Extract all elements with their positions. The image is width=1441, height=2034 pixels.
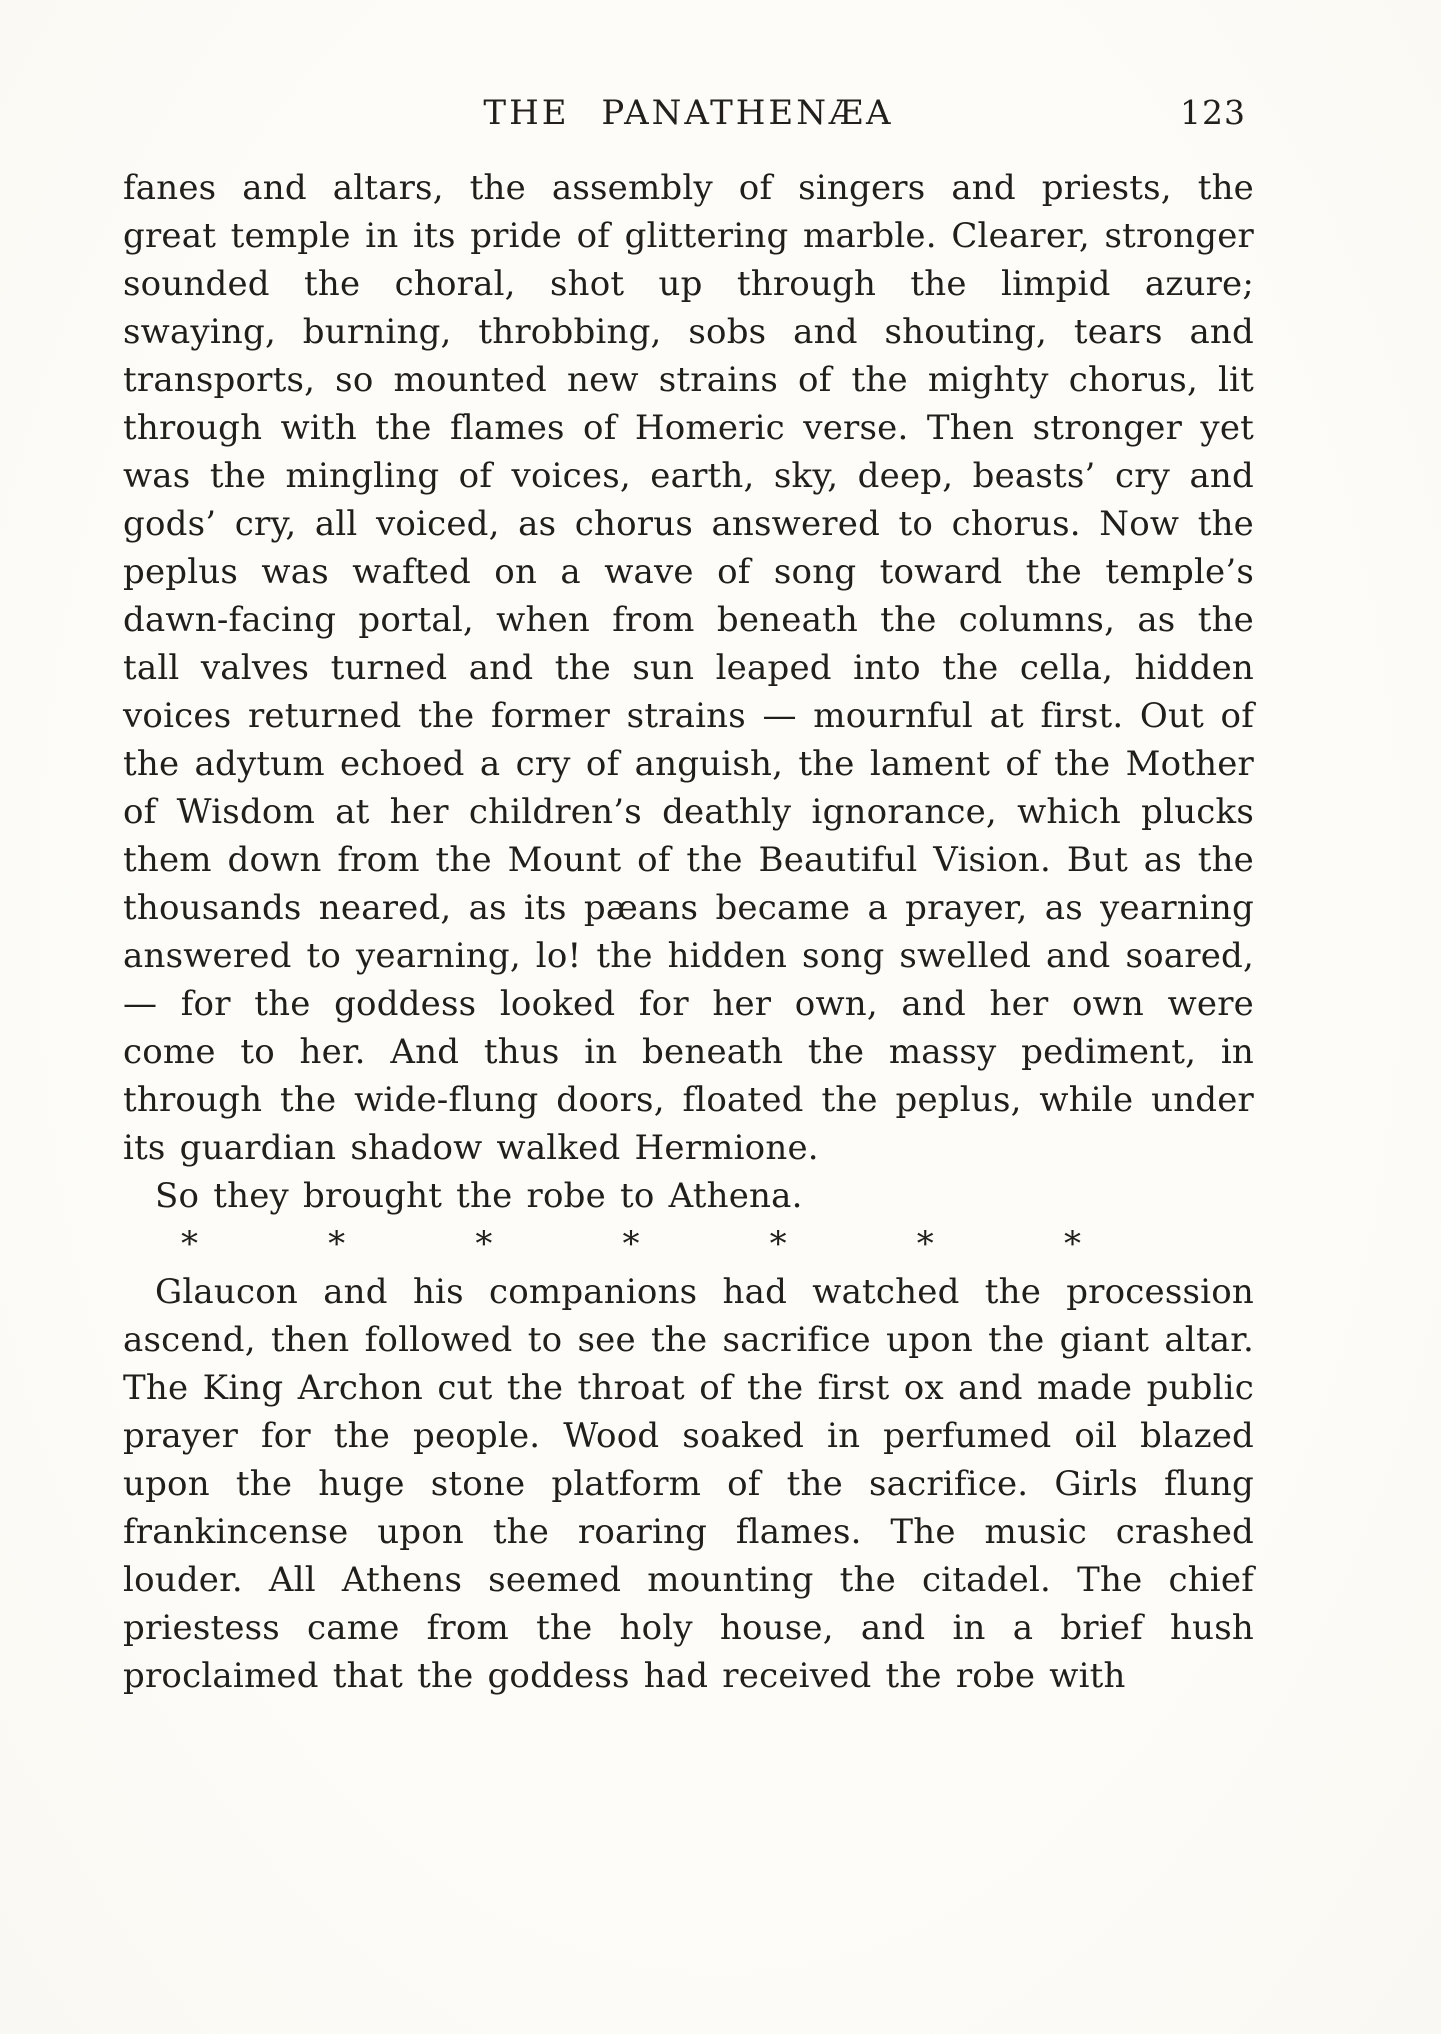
running-title: THE PANATHENÆA (483, 93, 894, 133)
paragraph-glaucon-sacrifice: Glaucon and his companions had watched the procession ascend, then followed to see the sacrifice upon the giant altar. The King Archon cut the throat of the first ox and made public prayer for the people. Wood soaked in perfumed oil blazed upon the huge stone platform of the sacrifice. Girls flung frankincense upon the roaring flames. The music crashed louder. All Athens seemed mounting the citadel. The chief priestess came from the holy house, and in a brief hush proclaimed that the goddess had received the robe with (123, 1272, 1254, 1696)
asterisk: * (622, 1224, 640, 1264)
asterisk: * (328, 1224, 346, 1264)
asterisk: * (1063, 1224, 1081, 1264)
asterisk: * (181, 1224, 198, 1264)
asterisk: * (769, 1224, 787, 1264)
paragraph-robe-to-athena: So they brought the robe to Athena. (155, 1176, 803, 1216)
asterisk: * (916, 1224, 934, 1264)
asterisk: * (475, 1224, 493, 1264)
paragraph-continuation: fanes and altars, the assembly of singers and priests, the great temple in its pride of glittering marble. Clearer, stronger sounded the choral, shot up through the limpid azure; swaying, burning, throbbing, sobs and shouting, tears and transports, so mounted new strains of the mighty chorus, lit through with the flames of Homeric verse. Then stronger yet was the mingling of voices, earth, sky, deep, beasts’ cry and gods’ cry, all voiced, as chorus answered to chorus. Now the peplus was wafted on a wave of song toward the temple’s dawn-facing portal, when from beneath the columns, as the tall valves turned and the sun leaped into the cella, hidden voices returned the former strains — mournful at first. Out of the adytum echoed a cry of anguish, the lament of the Mother of Wisdom at her children’s deathly ignorance, which plucks them down from the Mount of the Beautiful Vision. But as the thousands neared, as its pæans became a prayer, as yearning answered to yearning, lo! the hidden song swelled and soared, — for the goddess looked for her own, and her own were come to her. And thus in beneath the massy pediment, in through the wide-flung doors, floated the peplus, while under its guardian shadow walked Hermione. (123, 168, 1254, 1168)
page-header (123, 88, 1254, 138)
section-break-asterisks (181, 1220, 1081, 1268)
page-number: 123 (1180, 93, 1246, 132)
page-content (123, 88, 1254, 1700)
